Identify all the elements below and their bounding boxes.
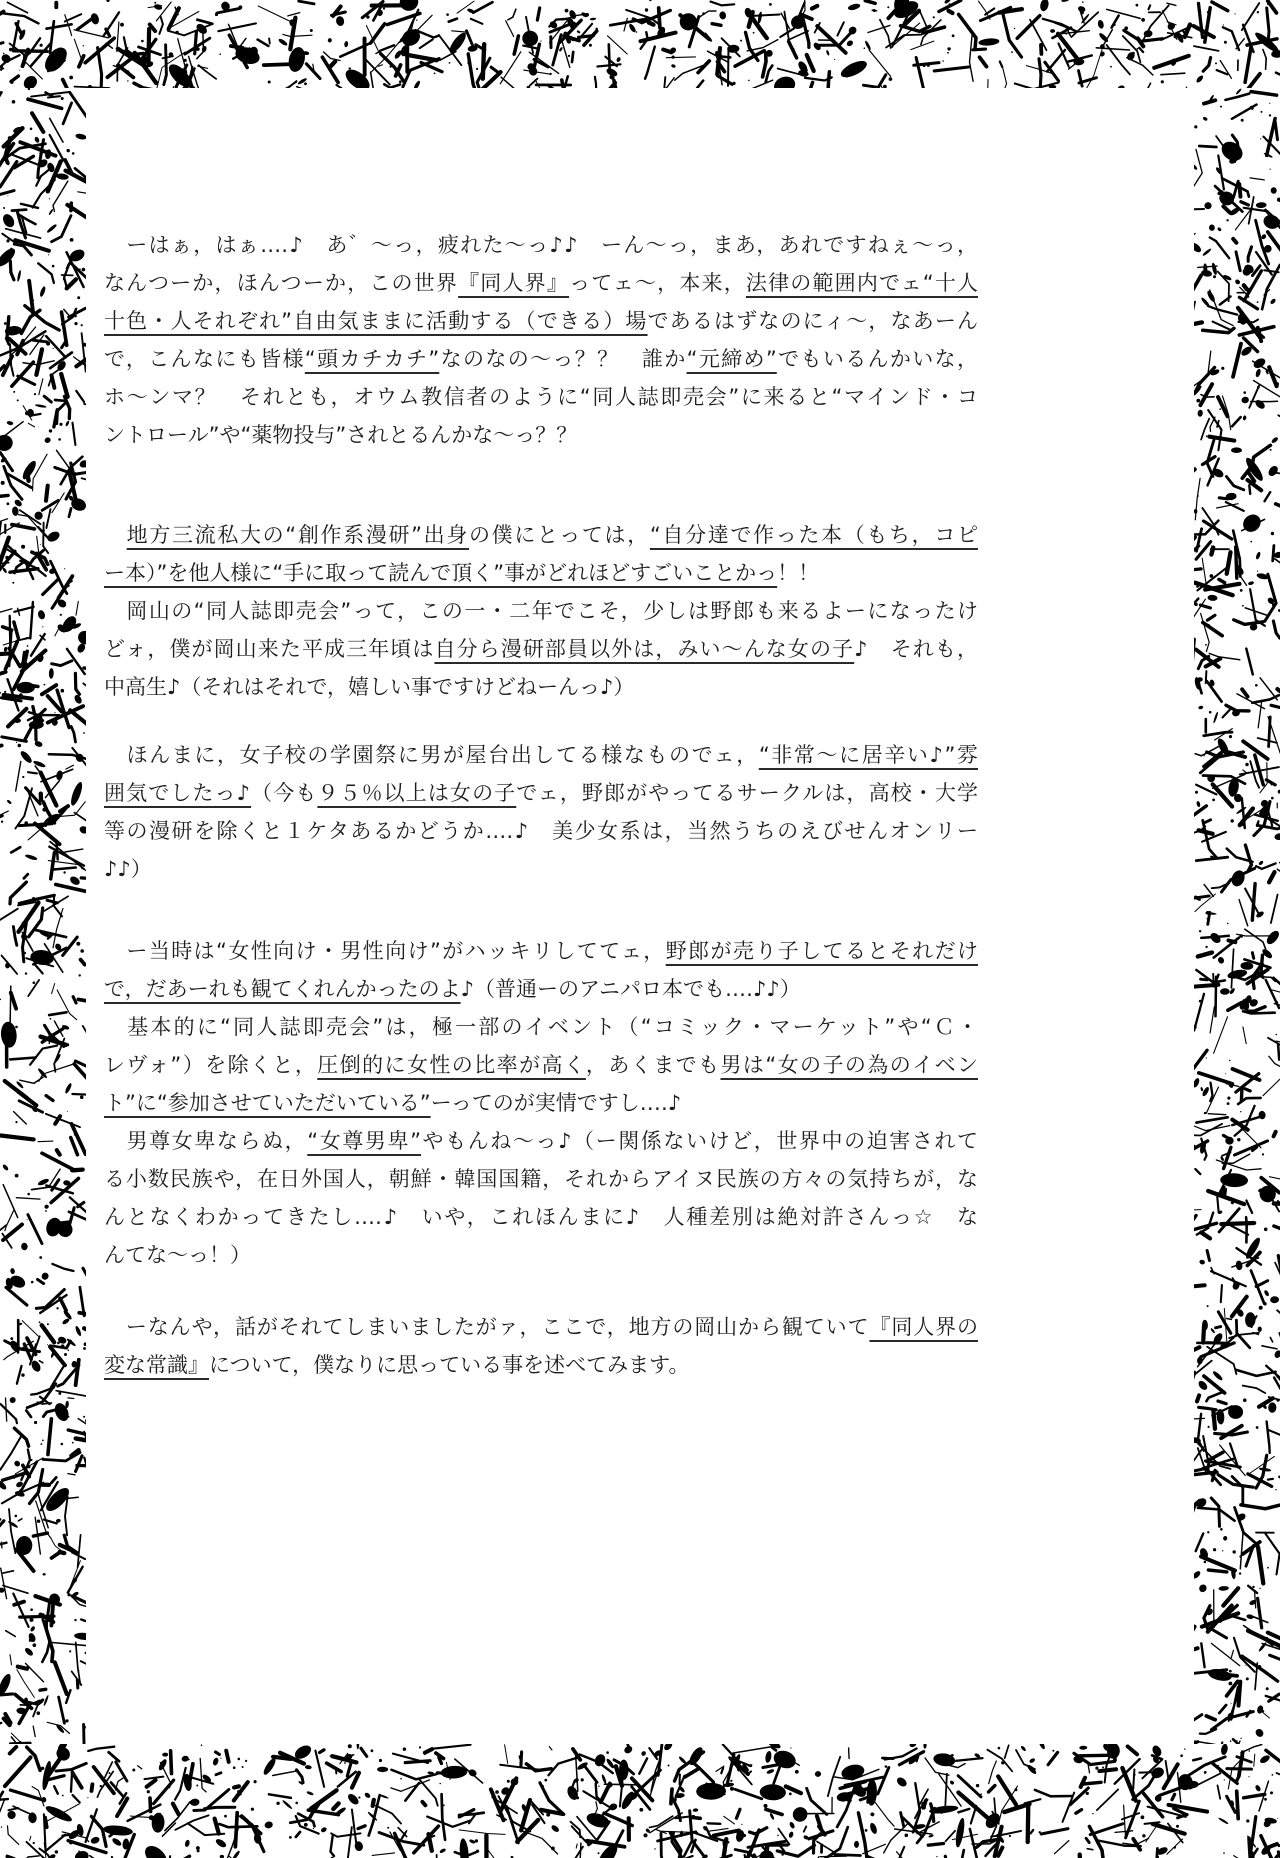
text-segment: レヴォ”）を除くと， (104, 1053, 318, 1077)
text-segment: （今も (251, 781, 318, 805)
underlined-text: ー本）”を他人様に“手に取って読んで頂く”事がどれほどすごいことかっ (104, 561, 778, 585)
text-segment: ！！ (777, 561, 820, 585)
text-line (104, 1198, 978, 1236)
text-segment: なのなの～っ？？ 誰か (439, 347, 687, 371)
text-segment: んてな～っ！） (104, 1243, 251, 1267)
text-line (104, 516, 978, 554)
paragraph (104, 516, 978, 592)
text-segment: どォ，僕が岡山来た平成三年頃は (104, 637, 435, 661)
paragraph (104, 592, 978, 706)
text-line (104, 668, 978, 706)
text-segment: る小数民族や，在日外国人，朝鮮・韓国国籍，それからアイヌ民族の方々の気持ちが，な (104, 1167, 978, 1191)
text-segment: 中高生♪（それはそれで，嬉しい事ですけどねーんっ♪） (104, 675, 635, 699)
text-segment: んとなくわかってきたし‥‥♪ いや，これほんまに♪ 人種差別は絶対許さんっ☆ な (104, 1205, 978, 1229)
paragraph (104, 1308, 978, 1384)
text-segment: ーなんや，話がそれてしまいましたがァ，ここで，地方の岡山から観ていて (104, 1315, 870, 1339)
underlined-text: で，だあーれも観てくれんかったのよ (104, 977, 461, 1001)
underlined-text: 『同人界の (869, 1315, 978, 1339)
text-line (104, 302, 978, 340)
text-segment: ー当時は“女性向け・男性向け”がハッキリしててェ， (104, 939, 666, 963)
paragraph (104, 932, 978, 1008)
underlined-text: 変な常識』 (104, 1353, 209, 1377)
underlined-text: 『同人界』 (458, 271, 570, 295)
text-line (104, 630, 978, 668)
text-segment: ホ～ンマ？ それとも，オウム教信者のように“同人誌即売会”に来ると“マインド・コ (104, 385, 978, 409)
underlined-text: 地方三流私大の“創作系漫研”出身 (126, 523, 469, 547)
text-line (104, 1008, 978, 1046)
text-line (104, 812, 978, 850)
text-segment: であるはずなのにィ～，なあーん (647, 309, 978, 333)
ink-splatter-border-right (1194, 88, 1280, 1744)
underlined-text: ９５％以上は女の子 (317, 781, 517, 805)
text-line (104, 1046, 978, 1084)
text-line (104, 932, 978, 970)
text-line (104, 416, 978, 454)
text-segment: 等の漫研を除くと１ケタあるかどうか‥‥♪ 美少女系は，当然うちのえびせんオンリー (104, 819, 978, 843)
text-page (104, 0, 978, 1384)
text-segment: なんつーか，ほんつーか，この世界 (104, 271, 459, 295)
text-segment: 基本的に“同人誌即売会”は，極一部のイベント（“コミック・マーケット”や“Ｃ・ (104, 1015, 978, 1039)
ink-splatter-border-left (0, 88, 86, 1744)
text-segment: ーはぁ，はぁ‥‥♪ あ゛～っ，疲れた～っ♪♪ ーん～っ，まあ，あれですねぇ～っ， (104, 233, 978, 257)
underlined-text: 自由気ままに活動する（できる）場 (292, 309, 648, 333)
text-line (104, 1346, 978, 1384)
underlined-text: “元締め” (686, 347, 777, 371)
text-segment: ントロール”や“薬物投与”されとるんかな～っ？？ (104, 423, 578, 447)
underlined-text: 野郎が売り子してるとそれだけ (665, 939, 978, 963)
ink-splatter-border-bottom (0, 1744, 1280, 1858)
text-segment: の僕にとっては， (469, 523, 650, 547)
text-line (104, 592, 978, 630)
text-line (104, 736, 978, 774)
underlined-text: “女尊男卑” (307, 1129, 421, 1153)
underlined-text: 男は“女の子の為のイベン (720, 1053, 978, 1077)
underlined-text: “非常～に居辛い♪”雰 (758, 743, 978, 767)
underlined-text: “頭カチカチ” (304, 347, 440, 371)
text-line (104, 1308, 978, 1346)
text-segment: ほんまに，女子校の学園祭に男が屋台出してる様なものでェ， (104, 743, 759, 767)
underlined-text: ト”に“参加させていただいている” (104, 1091, 431, 1115)
paragraph (104, 736, 978, 888)
paragraph (104, 1008, 978, 1122)
text-segment (104, 523, 127, 547)
text-segment: ♪♪） (104, 857, 152, 881)
text-line (104, 1084, 978, 1122)
text-segment: ーってのが実情ですし‥‥♪ (430, 1091, 682, 1115)
text-line (104, 1160, 978, 1198)
text-line (104, 264, 978, 302)
underlined-text: 十色・人それぞれ” (104, 309, 293, 333)
text-segment: について，僕なりに思っている事を述べてみます。 (209, 1353, 690, 1377)
text-line (104, 1122, 978, 1160)
text-segment: ってェ～，本来， (569, 271, 746, 295)
text-line (104, 774, 978, 812)
text-segment: で，こんなにも皆様 (104, 347, 305, 371)
underlined-text: 自分ら漫研部員以外は，みい～んな女の子 (434, 637, 855, 661)
text-line (104, 340, 978, 378)
text-segment: ，あくまでも (585, 1053, 721, 1077)
text-line (104, 554, 978, 592)
text-segment: でもいるんかいな， (776, 347, 978, 371)
text-line (104, 226, 978, 264)
underlined-text: “自分達で作った本（もち，コピ (649, 523, 978, 547)
text-line (104, 970, 978, 1008)
text-line (104, 850, 978, 888)
text-segment: ♪ それも， (854, 637, 978, 661)
text-line (104, 378, 978, 416)
text-segment: ♪（普通ーのアニパロ本でも‥‥♪♪） (460, 977, 801, 1001)
underlined-text: 法律の範囲内でェ“十人 (745, 271, 979, 295)
paragraph (104, 226, 978, 454)
text-segment: でェ，野郎がやってるサークルは，高校・大学 (516, 781, 978, 805)
underlined-text: 囲気でしたっ♪ (104, 781, 252, 805)
text-segment: 男尊女卑ならぬ， (104, 1129, 308, 1153)
paragraph (104, 1122, 978, 1274)
text-segment: 岡山の“同人誌即売会”って，この一・二年でこそ，少しは野郎も来るよーになったけ (104, 599, 978, 623)
underlined-text: 圧倒的に女性の比率が高く (317, 1053, 586, 1077)
text-segment: やもんね～っ♪（ー関係ないけど，世界中の迫害されて (420, 1129, 979, 1153)
text-line (104, 1236, 978, 1274)
